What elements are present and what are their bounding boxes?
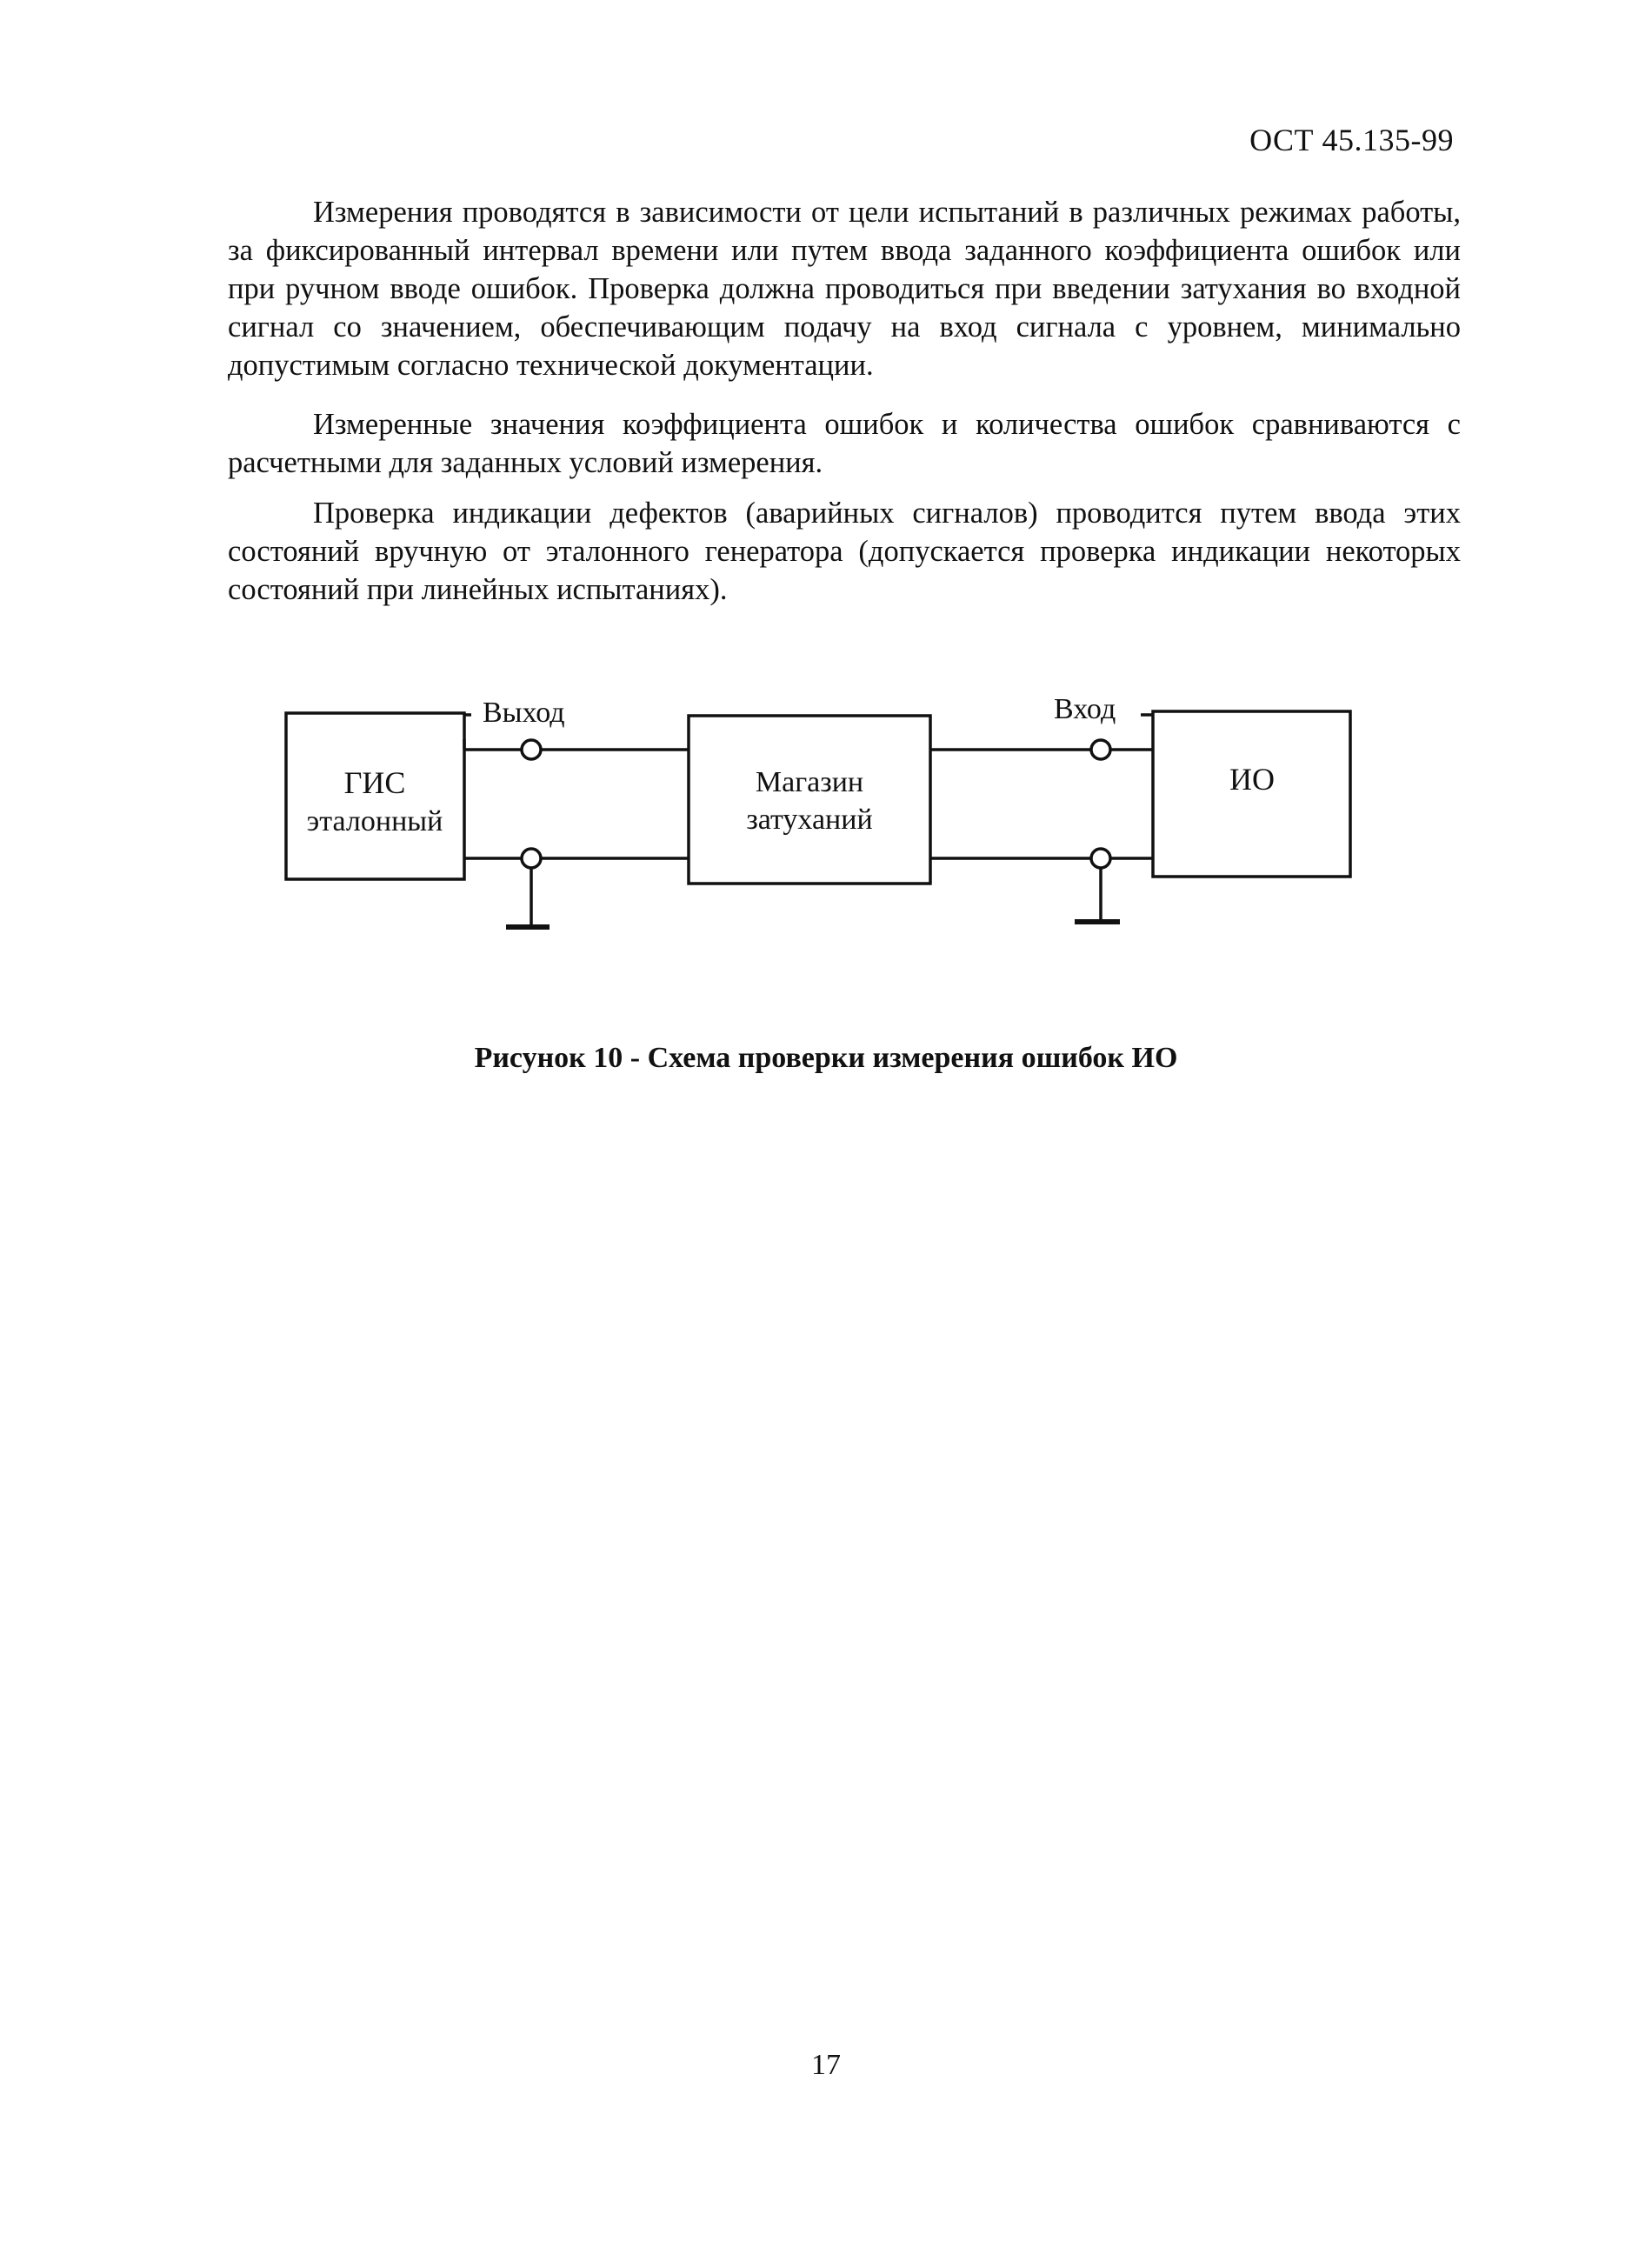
generator-label-line2: эталонный: [306, 805, 443, 837]
attenuator-block: [689, 716, 930, 884]
attenuator-label-line1: Магазин: [755, 766, 864, 798]
attenuator-label-line2: затуханий: [746, 804, 873, 836]
output-bottom-terminal: [522, 849, 541, 868]
input-bottom-terminal: [1091, 849, 1110, 868]
document-code: ОСТ 45.135-99: [1249, 123, 1454, 157]
device-label: ИО: [1229, 762, 1275, 797]
output-label: Выход: [483, 697, 565, 729]
input-label: Вход: [1054, 693, 1116, 725]
paragraph-text: Измеренные значения коэффициента ошибок и количества ошибок сравниваются с расчетными для заданных условий измерения.: [228, 408, 1461, 479]
paragraph-text: Измерения проводятся в зависимости от цели испытаний в различных режимах работы, за фиксированный интервал времени или путем ввода заданного коэффициента ошибок или при ручном вводе ошибок. Проверка должна проводиться при введении затухания во входной сигнал со значением, обеспечивающим подачу на вход сигнала с уровнем, минимально допустимым согласно технической документации.: [228, 196, 1461, 382]
paragraph-text: Проверка индикации дефектов (аварийных сигналов) проводится путем ввода этих состояний вручную от эталонного генератора (допускается проверка индикации некоторых состояний при линейных испытаниях).: [228, 497, 1461, 606]
page-number: 17: [811, 2049, 841, 2081]
test-circuit-diagram: [0, 0, 1652, 1044]
input-top-terminal: [1091, 740, 1110, 759]
figure-caption: Рисунок 10 - Схема проверки измерения ошибок ИО: [474, 1042, 1178, 1074]
generator-label-line1: ГИС: [343, 765, 406, 800]
output-top-terminal: [522, 740, 541, 759]
